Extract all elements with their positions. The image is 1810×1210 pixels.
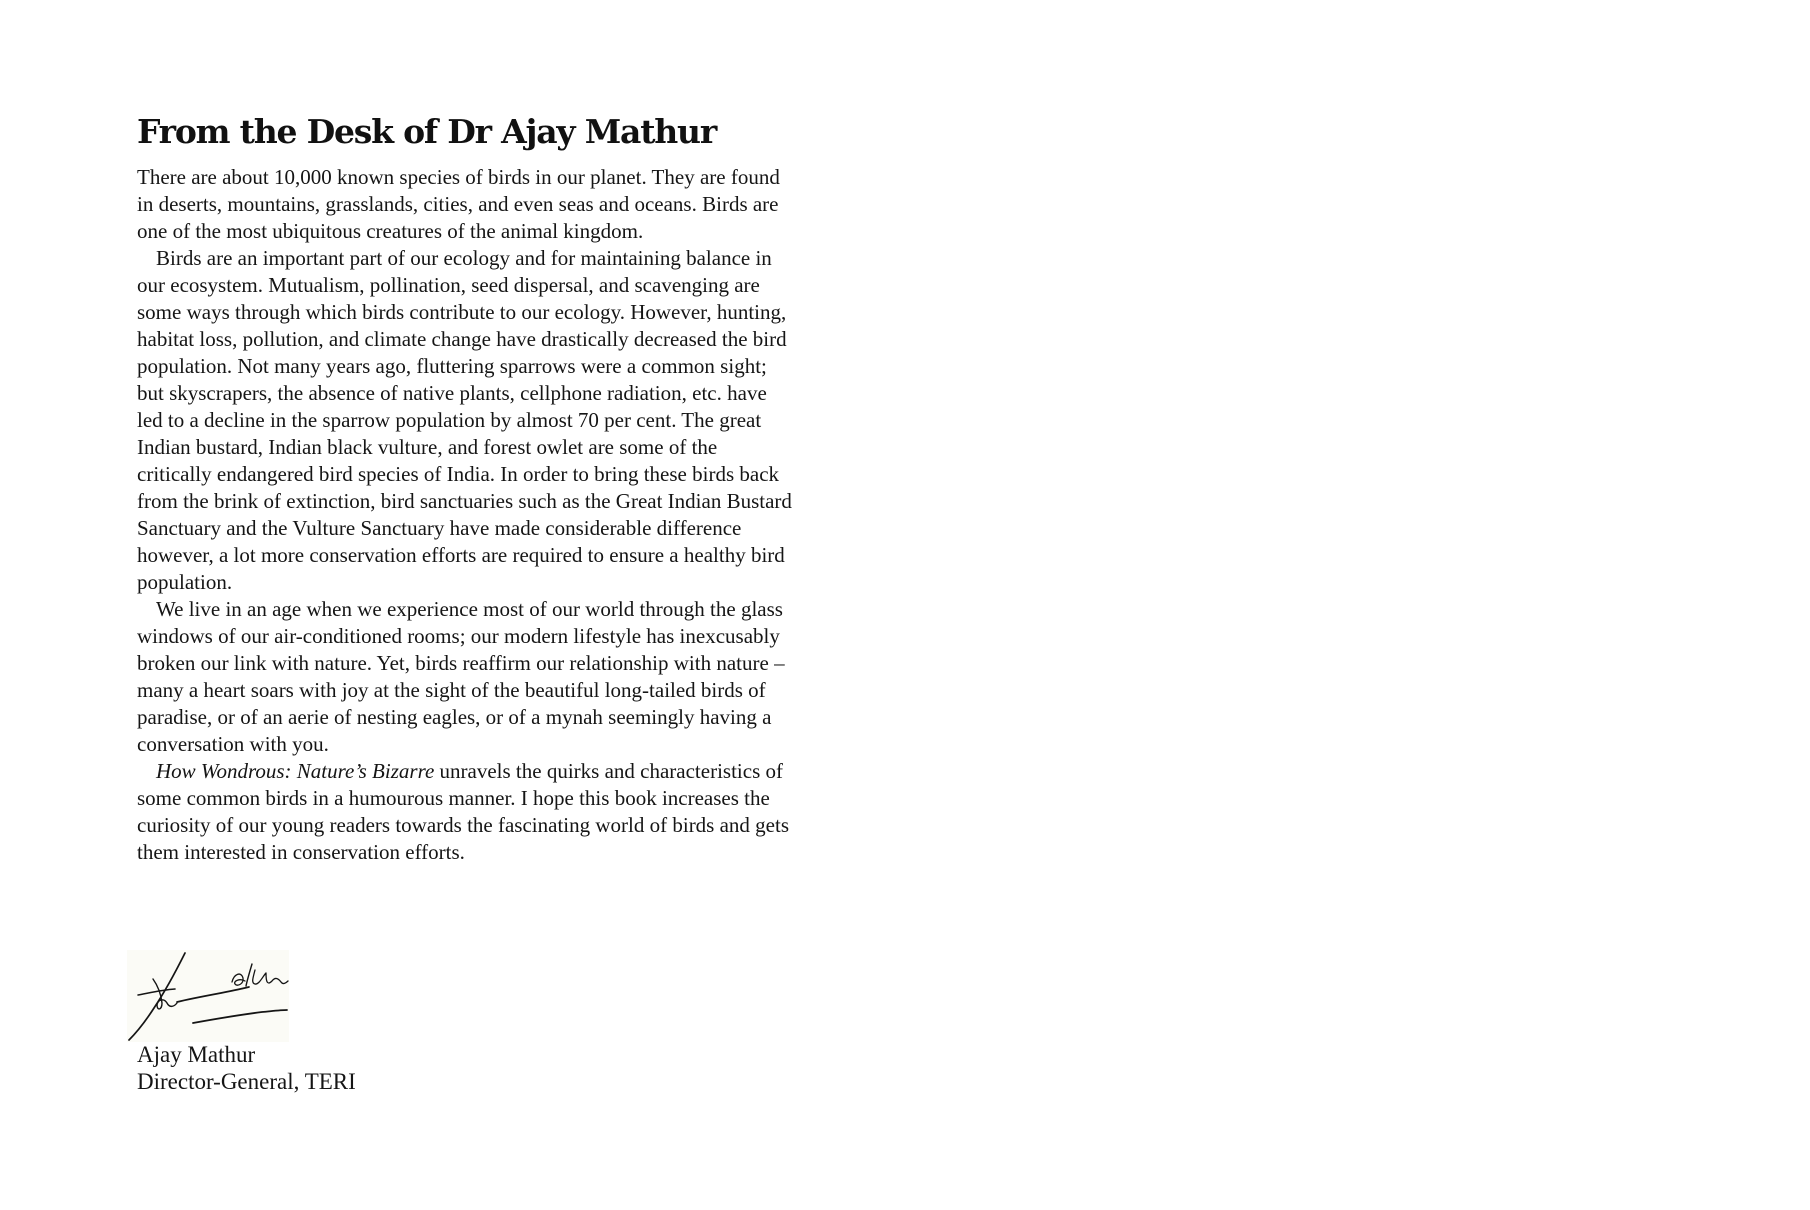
signatory-designation: Director-General, TERI	[137, 1069, 356, 1094]
foreword-body	[137, 164, 797, 866]
paragraph-species-intro: There are about 10,000 known species of birds in our planet. They are found in deserts, mountains, grasslands, cities, and even seas and oceans. Birds are one of the most ubiquitous creatures of the animal kingdom.	[137, 165, 780, 243]
foreword-section	[137, 112, 797, 866]
paragraph-book-purpose	[137, 758, 797, 866]
book-title: How Wondrous: Nature’s Bizarre	[156, 759, 435, 783]
page-title: From the Desk of Dr Ajay Mathur	[137, 112, 717, 151]
signatory-name: Ajay Mathur	[137, 1042, 256, 1067]
signatory-block	[137, 1041, 356, 1095]
handwritten-signature-icon	[127, 950, 289, 1042]
paragraph-bird-ecology: Birds are an important part of our ecology and for maintaining balance in our ecosystem. Mutualism, pollination, seed dispersal, and scavenging are some ways through which birds contribute to our ecology. However, hunting, habitat loss, pollution, and climate change have drastically decreased the bird population. Not many years ago, fluttering sparrows were a common sight; but skyscrapers, the absence of native plants, cellphone radiation, etc. have led to a decline in the sparrow population by almost 70 per cent. The great Indian bustard, Indian black vulture, and forest owlet are some of the critically endangered bird species of India. In order to bring these birds back from the brink of extinction, bird sanctuaries such as the Great Indian Bustard Sanctuary and the Vulture Sanctuary have made considerable difference however, a lot more conservation efforts are required to ensure a healthy bird population.	[137, 246, 792, 594]
book-purpose-text: unravels the quirks and characteristics of some common birds in a humourous manner. I hope this book increases the curiosity of our young readers towards the fascinating world of birds and gets them interested in conservation efforts.	[137, 759, 790, 864]
paragraph-link-with-nature: We live in an age when we experience most of our world through the glass windows of our air-conditioned rooms; our modern lifestyle has inexcusably broken our link with nature. Yet, birds reaffirm our relationship with nature – many a heart soars with joy at the sight of the beautiful long-tailed birds of paradise, or of an aerie of nesting eagles, or of a mynah seemingly having a conversation with you.	[137, 597, 785, 756]
